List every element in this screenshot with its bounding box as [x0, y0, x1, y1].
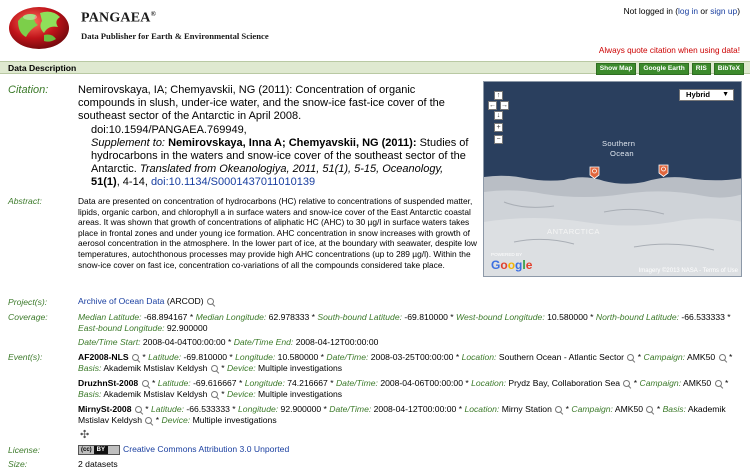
pan-up-control[interactable]: ↑	[494, 91, 503, 100]
supplement-title: Studies of hydrocarbons in the waters and snow-ice cover of the southeast sector of the Antarctic.	[91, 136, 469, 176]
license-row	[78, 444, 742, 455]
search-icon[interactable]	[211, 391, 218, 398]
citation-block	[78, 84, 473, 190]
supplement-doi-link[interactable]: doi:10.1134/S0001437011010139	[150, 176, 316, 189]
section-title: Data Description	[8, 63, 77, 73]
chevron-down-icon: ▼	[722, 91, 729, 98]
brand-tagline: Data Publisher for Earth & Environmental Science	[81, 31, 269, 41]
powered-by-label: POWERED BY	[491, 252, 523, 257]
projects-label: Project(s):	[8, 297, 48, 307]
bibtex-button[interactable]: BibTeX	[714, 63, 744, 75]
event-name[interactable]: DruzhnSt-2008	[78, 378, 139, 388]
ocean-label: Southern	[602, 139, 636, 148]
page-header	[0, 0, 750, 62]
google-earth-button[interactable]: Google Earth	[639, 63, 688, 75]
search-icon[interactable]	[646, 406, 653, 413]
zoom-out-control[interactable]: −	[494, 135, 503, 144]
size-label: Size:	[8, 459, 28, 469]
license-label: License:	[8, 445, 41, 455]
cc-license-icon[interactable]: (cc) BY	[78, 445, 120, 455]
search-icon[interactable]	[207, 298, 214, 305]
search-icon[interactable]	[132, 354, 139, 361]
supplement-pages: , 4-14,	[116, 176, 148, 189]
abstract-text: Data are presented on concentration of hydrocarbons (HC) relative to concentrations of suspended matter, lipids, organic carbon, and chlorophyll a in surface waters and snow-ice cover of the East Antarctic coastal areas. It was shown that growth of concentrations of aliphatic HC (AHC) to 30 µg/l in surface waters takes place in frontal zones and under young ice formation. AHC concentration in snow increases with growth of aerosol concentration in the atmosphere. In the lower part of ice, at the boundary with seawater, despite low temperatures, autochthonous processes may provide high AHC concentrations (up to 289 µg/l). Within the snow-ice cover on fast ice, concentration co-variations of all the compounds considered take place.	[78, 196, 477, 270]
search-icon[interactable]	[145, 417, 152, 424]
supplement-block	[78, 137, 473, 190]
citation-doi: doi:10.1594/PANGAEA.769949,	[91, 123, 247, 136]
expand-plus-icon[interactable]: ✣	[80, 429, 90, 441]
map-terrain	[484, 82, 742, 277]
map-marker-icon[interactable]	[589, 166, 600, 179]
section-bar	[0, 61, 750, 74]
citation-text: Nemirovskaya, IA; Chemyavskii, NG (2011): Concentration of organic compounds in slush, under-ice water, and the snow-ice fast-ice cover of the southeast sector of the Antarctic in April 2008.	[78, 84, 445, 123]
ocean-label-2: Ocean	[610, 149, 634, 158]
search-icon[interactable]	[142, 380, 149, 387]
projects-row	[78, 296, 742, 307]
toolbar	[596, 63, 744, 75]
zoom-in-control[interactable]: +	[494, 123, 503, 132]
event-name[interactable]: AF2008-NLS	[78, 352, 129, 362]
supplement-journal: Translated from Okeanologiya, 2011, 51(1), 5-15, Oceanology,	[139, 163, 444, 176]
supplement-volume: 51(1)	[91, 176, 117, 189]
event-name[interactable]: MirnySt-2008	[78, 404, 132, 414]
antarctica-label: ANTARCTICA	[547, 227, 600, 236]
events-label: Event(s):	[8, 352, 43, 362]
search-icon[interactable]	[135, 406, 142, 413]
search-icon[interactable]	[555, 406, 562, 413]
project-link[interactable]: Archive of Ocean Data	[78, 296, 165, 306]
supplement-authors: Nemirovskaya, Inna A; Chemyavskii, NG (2011):	[168, 136, 417, 149]
signup-link[interactable]: sign up	[710, 6, 738, 16]
google-logo[interactable]: Google	[491, 258, 533, 272]
show-map-button[interactable]: Show Map	[596, 63, 637, 75]
brand-name[interactable]: PANGAEA®	[81, 10, 157, 26]
search-icon[interactable]	[627, 354, 634, 361]
location-map[interactable]	[483, 81, 742, 277]
map-marker-icon[interactable]	[658, 164, 669, 177]
coverage-label: Coverage:	[8, 312, 48, 322]
ris-button[interactable]: RIS	[692, 63, 711, 75]
coverage-dates-row: Date/Time Start: 2008-04-04T00:00:00 * Date/Time End: 2008-04-12T00:00:00	[78, 337, 379, 347]
supplement-label: Supplement to:	[91, 136, 165, 149]
citation-warning: Always quote citation when using data!	[598, 46, 740, 55]
pangaea-logo-icon[interactable]	[8, 3, 70, 51]
license-link[interactable]: Creative Commons Attribution 3.0 Unported	[123, 444, 290, 454]
login-link[interactable]: log in	[678, 6, 699, 16]
map-type-select[interactable]: Hybrid ▼	[679, 89, 734, 101]
map-copyright[interactable]: Imagery ©2013 NASA - Terms of Use	[638, 268, 738, 274]
pan-left-control[interactable]: ←	[489, 102, 496, 109]
search-icon[interactable]	[719, 354, 726, 361]
search-icon[interactable]	[211, 365, 218, 372]
search-icon[interactable]	[715, 380, 722, 387]
citation-label: Citation:	[8, 84, 49, 96]
event-item: MirnySt-2008 * Latitude: -66.533333 * Longitude: 92.900000 * Date/Time: 2008-04-12T00:00:00 * Location: Mirny Station * Campaign: AMK50 * Basis: Akademik Mstislav Keldysh * Device: Multiple investigations	[78, 404, 726, 425]
event-item: AF2008-NLS * Latitude: -69.810000 * Longitude: 10.580000 * Date/Time: 2008-03-25T00:00:00 * Location: Southern Ocean - Atlantic Sector * Campaign: AMK50 * Basis: Akademik Mstislav Keldysh * Device: Multiple investigations	[78, 352, 733, 373]
project-code: (ARCOD)	[166, 296, 204, 306]
search-icon[interactable]	[623, 380, 630, 387]
login-status: Not logged in (log in or sign up)	[623, 6, 740, 16]
pan-right-control[interactable]: →	[501, 102, 508, 109]
size-value: 2 datasets	[78, 459, 118, 469]
abstract-label: Abstract:	[8, 196, 42, 206]
coverage-row: Median Latitude: -68.894167 * Median Longitude: 62.978333 * South-bound Latitude: -69.810000 * West-bound Longitude: 10.580000 * North-bound Latitude: -66.533333 * East-bound Longitude: 92.900000	[78, 312, 731, 333]
event-item: DruzhnSt-2008 * Latitude: -69.616667 * Longitude: 74.216667 * Date/Time: 2008-04-06T00:00:00 * Location: Prydz Bay, Collaboration Sea * Campaign: AMK50 * Basis: Akademik Mstislav Keldysh * Device: Multiple investigations	[78, 378, 729, 399]
pan-down-control[interactable]: ↓	[494, 111, 503, 120]
